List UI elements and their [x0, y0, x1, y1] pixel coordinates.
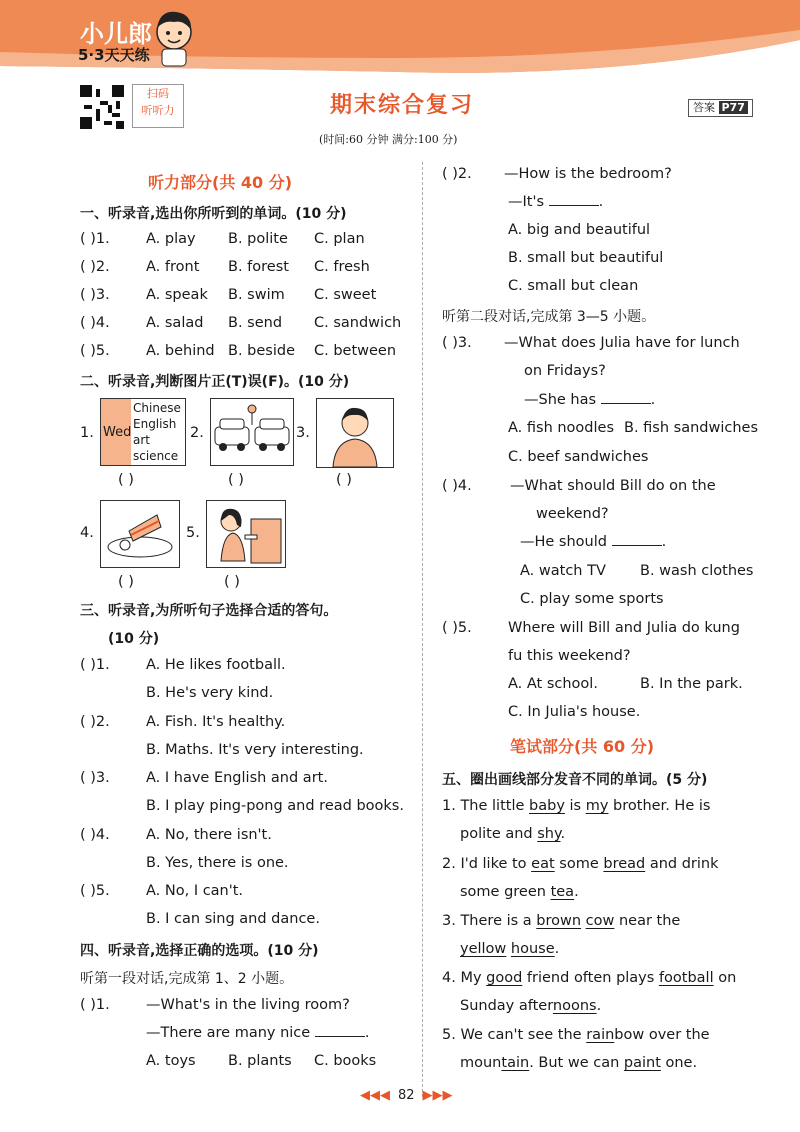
answer-page: P77: [719, 101, 748, 114]
part4-answer-line: —There are many nice .: [146, 1025, 370, 1041]
part4-question-cont: on Fridays?: [524, 363, 606, 379]
part4-option-b[interactable]: B. fish sandwiches: [624, 420, 759, 436]
underlined-word[interactable]: tea: [550, 884, 575, 900]
column-divider: [422, 162, 423, 1097]
part4-option-c[interactable]: C. In Julia's house.: [508, 704, 641, 720]
sentence-text: I'd like to: [460, 856, 532, 872]
sentence-text: some green: [460, 884, 551, 900]
subject-item: science: [133, 449, 179, 463]
part4-question: —What should Bill do on the: [510, 478, 716, 494]
sentence-3-cont: [460, 941, 559, 957]
boy-portrait-icon: [317, 399, 393, 467]
cars-picture: [210, 398, 294, 466]
dialogue1-intro: 听第一段对话,完成第 1、2 小题。: [80, 971, 294, 987]
part1-item-num: ( )4.: [80, 315, 110, 331]
boy-mascot-icon: [150, 8, 198, 68]
part1-item-num: ( )5.: [80, 343, 110, 359]
answer-blank[interactable]: [315, 1036, 365, 1037]
part1-option-c[interactable]: C. fresh: [314, 259, 370, 275]
sentence-text: is: [564, 798, 586, 814]
sentence-text: and drink: [645, 856, 719, 872]
part4-option-b[interactable]: B. small but beautiful: [508, 250, 664, 266]
answer-paren[interactable]: ( ): [118, 574, 134, 590]
page-footer: [360, 1088, 453, 1103]
boy-picture: [316, 398, 394, 468]
page-title: 期末综合复习: [330, 93, 475, 118]
part3-option-a[interactable]: A. Fish. It's healthy.: [146, 714, 286, 730]
part3-heading: 三、听录音,为所听句子选择合适的答句。: [80, 603, 338, 619]
sentence-text: Sunday after: [460, 998, 553, 1014]
sandwich-plate-icon: [101, 501, 179, 567]
underlined-word[interactable]: yellow: [460, 941, 507, 957]
sentence-text: The little: [460, 798, 530, 814]
part3-item-num: ( )5.: [80, 883, 110, 899]
part4-item-num: ( )4.: [442, 478, 472, 494]
underlined-word[interactable]: baby: [529, 798, 565, 814]
answer-paren[interactable]: ( ): [118, 472, 134, 488]
part3-item-num: ( )1.: [80, 657, 110, 673]
writing-section-title: 笔试部分(共 60 分): [510, 737, 655, 756]
part4-item-num: ( )1.: [80, 997, 110, 1013]
answer-text: —She has: [524, 392, 597, 408]
part3-item-num: ( )2.: [80, 714, 110, 730]
sentence-text: .: [560, 826, 566, 842]
pic-label: 3.: [296, 425, 310, 441]
part4-question: —What's in the living room?: [146, 997, 350, 1013]
part4-question: —How is the bedroom?: [504, 166, 672, 182]
sentence-text: bow over the: [614, 1027, 710, 1043]
part4-option-a[interactable]: A. watch TV: [520, 563, 606, 579]
answer-reference: [688, 99, 753, 117]
brand-subtitle: 5·3天天练: [78, 46, 150, 64]
underlined-word[interactable]: paint: [623, 1055, 661, 1071]
sentence-1: [442, 798, 710, 814]
pic-label: 2.: [190, 425, 204, 441]
sentence-text: on: [713, 970, 737, 986]
header-banner: [0, 0, 800, 78]
sentence-4: [442, 970, 736, 986]
part1-option-a[interactable]: A. play: [146, 231, 196, 247]
part4-question-cont: weekend?: [536, 506, 609, 522]
part3-option-b[interactable]: B. Maths. It's very interesting.: [146, 742, 364, 758]
sentence-num: 3.: [442, 913, 456, 929]
part1-option-b[interactable]: B. send: [228, 315, 283, 331]
brand-logo: 小儿郎: [80, 20, 152, 48]
part4-option-a[interactable]: A. big and beautiful: [508, 222, 651, 238]
part1-option-a[interactable]: A. speak: [146, 287, 208, 303]
underlined-word[interactable]: shy: [537, 826, 561, 842]
part1-option-c[interactable]: C. sandwich: [314, 315, 402, 331]
part4-option-a[interactable]: A. fish noodles: [508, 420, 615, 436]
part4-heading: 四、听录音,选择正确的选项。(10 分): [80, 943, 319, 959]
part4-question: Where will Bill and Julia do kung: [508, 620, 740, 636]
listen-label: 听听力: [141, 104, 175, 117]
sentence-5: [442, 1027, 710, 1043]
page-number: 82: [398, 1088, 415, 1103]
timetable-picture: [100, 398, 186, 466]
answer-text: —There are many nice: [146, 1025, 311, 1041]
part3-heading-score: (10 分): [108, 631, 160, 647]
part4-option-b[interactable]: B. In the park.: [640, 676, 743, 692]
part4-option-c[interactable]: C. small but clean: [508, 278, 639, 294]
subject-item: Chinese: [133, 401, 181, 415]
sentence-4-cont: [460, 998, 601, 1014]
part4-option-b[interactable]: B. wash clothes: [640, 563, 754, 579]
part4-question: —What does Julia have for lunch: [504, 335, 740, 351]
underlined-word[interactable]: brown: [536, 913, 582, 929]
part4-item-num: ( )2.: [442, 166, 472, 182]
sentence-text: .: [574, 884, 579, 900]
sentence-text: There is a: [460, 913, 537, 929]
sentence-text: some: [554, 856, 604, 872]
answer-text: —He should: [520, 534, 607, 550]
sandwich-picture: [100, 500, 180, 568]
sentence-text: friend often plays: [522, 970, 659, 986]
part1-option-a[interactable]: A. salad: [146, 315, 204, 331]
part1-option-b[interactable]: B. swim: [228, 287, 285, 303]
part1-option-a[interactable]: A. behind: [146, 343, 215, 359]
sentence-text: . But we can: [529, 1055, 624, 1071]
part1-option-b[interactable]: B. forest: [228, 259, 289, 275]
next-page-icon[interactable]: ▶▶▶: [422, 1088, 453, 1103]
answer-blank[interactable]: [549, 205, 599, 206]
part3-option-a[interactable]: A. I have English and art.: [146, 770, 328, 786]
answer-paren[interactable]: ( ): [336, 472, 352, 488]
part4-option-c[interactable]: C. books: [314, 1053, 377, 1069]
part3-option-a[interactable]: A. No, I can't.: [146, 883, 244, 899]
sentence-num: 1.: [442, 798, 456, 814]
sentence-5-cont: [460, 1055, 697, 1071]
underlined-word[interactable]: tain: [501, 1055, 530, 1071]
underlined-word[interactable]: noons: [552, 998, 597, 1014]
subject-item: art: [133, 433, 150, 447]
dialogue2-intro: 听第二段对话,完成第 3—5 小题。: [442, 309, 656, 325]
answer-label: 答案: [693, 101, 715, 114]
sentence-2-cont: [460, 884, 579, 900]
sentence-2: [442, 856, 719, 872]
answer-paren[interactable]: ( ): [224, 574, 240, 590]
part1-option-b[interactable]: B. beside: [228, 343, 295, 359]
pic-label: 5.: [186, 525, 200, 541]
sentence-text: polite and: [460, 826, 538, 842]
part4-question-cont: fu this weekend?: [508, 648, 631, 664]
timetable-day: Wed: [103, 425, 132, 440]
underlined-word[interactable]: rain: [586, 1027, 615, 1043]
part5-heading: 五、圈出画线部分发音不同的单词。(5 分): [442, 772, 708, 788]
sentence-num: 2.: [442, 856, 456, 872]
prev-page-icon[interactable]: ◀◀◀: [360, 1088, 390, 1103]
part1-heading: 一、听录音,选出你所听到的单词。(10 分): [80, 206, 347, 222]
underlined-word[interactable]: my: [585, 798, 609, 814]
underlined-word[interactable]: bread: [603, 856, 646, 872]
sentence-text: We can't see the: [460, 1027, 587, 1043]
underlined-word[interactable]: good: [486, 970, 523, 986]
underlined-word[interactable]: house: [510, 941, 555, 957]
part3-item-num: ( )4.: [80, 827, 110, 843]
sentence-text: one.: [660, 1055, 698, 1071]
answer-paren[interactable]: ( ): [228, 472, 244, 488]
part3-option-b[interactable]: B. He's very kind.: [146, 685, 274, 701]
part1-option-a[interactable]: A. front: [146, 259, 200, 275]
part1-item-num: ( )3.: [80, 287, 110, 303]
part4-item-num: ( )3.: [442, 335, 472, 351]
pic-label: 4.: [80, 525, 94, 541]
part4-option-a[interactable]: A. At school.: [508, 676, 598, 692]
underlined-word[interactable]: football: [658, 970, 714, 986]
sentence-text: near the: [614, 913, 681, 929]
sentence-text: brother. He is: [608, 798, 711, 814]
answer-text: —It's: [508, 194, 545, 210]
underlined-word[interactable]: eat: [531, 856, 555, 872]
sentence-num: 4.: [442, 970, 456, 986]
time-score-info: (时间:60 分钟 满分:100 分): [319, 133, 458, 146]
scan-label: 扫码: [147, 87, 169, 100]
part4-option-c[interactable]: C. beef sandwiches: [508, 449, 649, 465]
two-cars-icon: [211, 399, 293, 465]
part4-item-num: ( )5.: [442, 620, 472, 636]
girl-piano-icon: [207, 501, 285, 567]
part3-option-b[interactable]: B. Yes, there is one.: [146, 855, 289, 871]
underlined-word[interactable]: cow: [585, 913, 615, 929]
sentence-text: .: [554, 941, 560, 957]
part1-option-c[interactable]: C. between: [314, 343, 397, 359]
sentence-1-cont: [460, 826, 565, 842]
part2-heading: 二、听录音,判断图片正(T)误(F)。(10 分): [80, 374, 350, 390]
part4-option-c[interactable]: C. play some sports: [520, 591, 664, 607]
part3-option-a[interactable]: A. He likes football.: [146, 657, 286, 673]
part4-answer-line: —It's .: [508, 194, 604, 210]
part1-option-b[interactable]: B. polite: [228, 231, 288, 247]
part3-item-num: ( )3.: [80, 770, 110, 786]
part4-answer-line: —He should .: [520, 534, 667, 550]
part3-option-b[interactable]: B. I can sing and dance.: [146, 911, 320, 927]
subject-item: English: [133, 417, 177, 431]
part4-option-a[interactable]: A. toys: [146, 1053, 196, 1069]
scan-to-listen-label: [132, 84, 184, 128]
listening-section-title: 听力部分(共 40 分): [148, 173, 293, 192]
part3-option-a[interactable]: A. No, there isn't.: [146, 827, 272, 843]
part4-option-b[interactable]: B. plants: [228, 1053, 292, 1069]
part1-item-num: ( )1.: [80, 231, 110, 247]
part3-option-b[interactable]: B. I play ping-pong and read books.: [146, 798, 404, 814]
qr-code-icon[interactable]: [80, 85, 124, 129]
sentence-text: My: [460, 970, 487, 986]
sentence-text: moun: [460, 1055, 502, 1071]
pic-label: 1.: [80, 425, 94, 441]
piano-girl-picture: [206, 500, 286, 568]
part1-option-c[interactable]: C. sweet: [314, 287, 377, 303]
part4-answer-line: —She has .: [524, 392, 656, 408]
sentence-num: 5.: [442, 1027, 456, 1043]
sentence-3: [442, 913, 680, 929]
part1-option-c[interactable]: C. plan: [314, 231, 365, 247]
part1-item-num: ( )2.: [80, 259, 110, 275]
answer-blank[interactable]: [601, 403, 651, 404]
sentence-text: .: [596, 998, 602, 1014]
answer-blank[interactable]: [612, 545, 662, 546]
